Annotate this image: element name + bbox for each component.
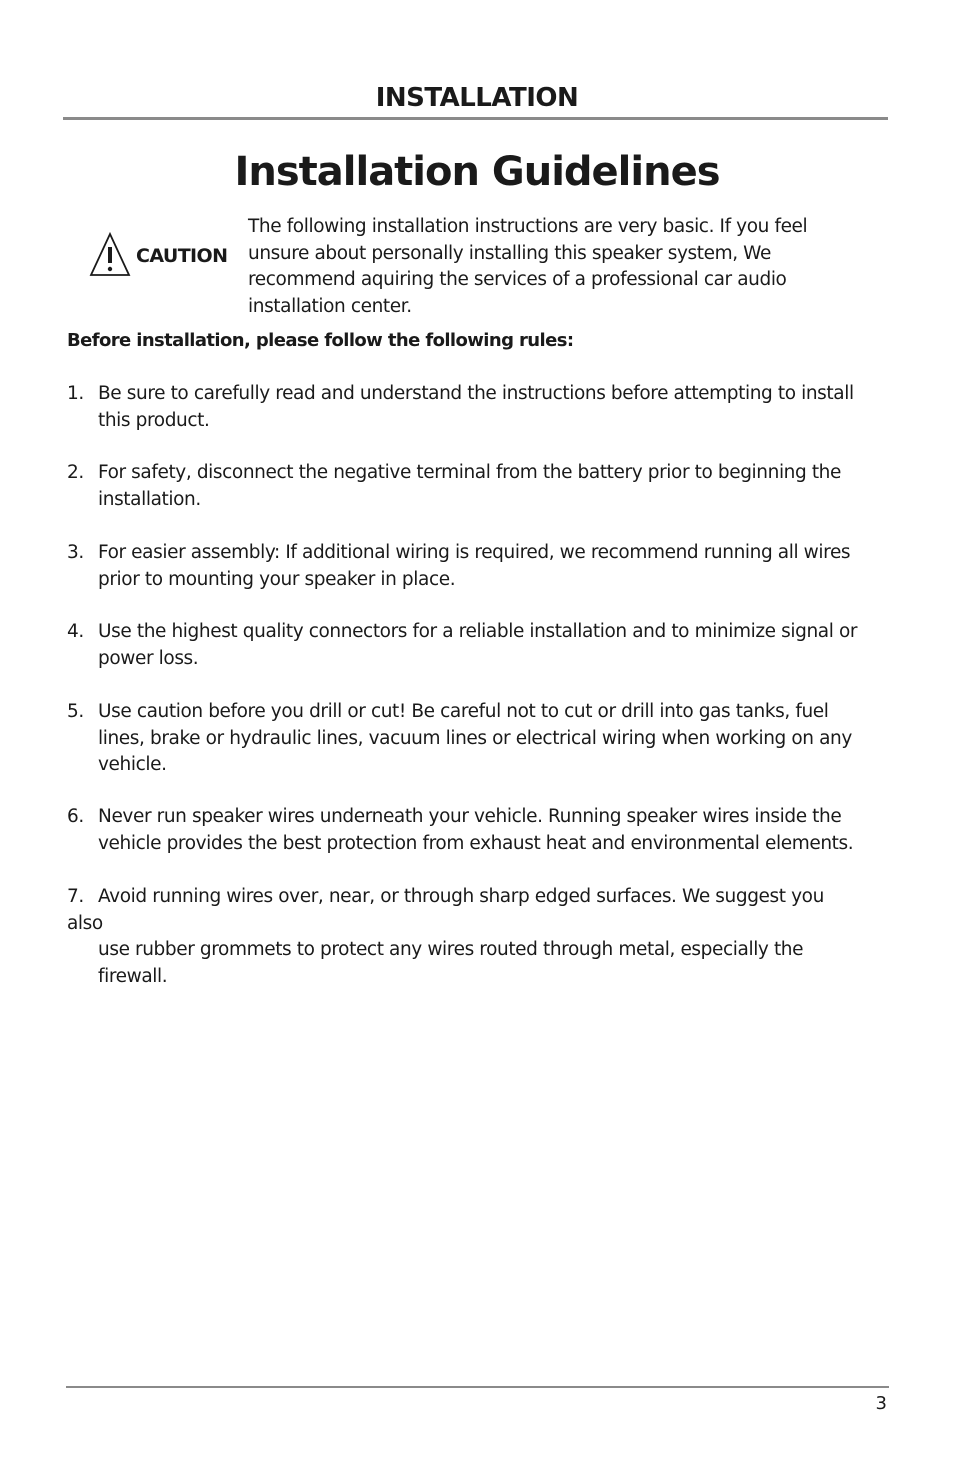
rule-line: prior to mounting your speaker in place. bbox=[98, 568, 456, 590]
rule-line: Use caution before you drill or cut! Be careful not to cut or drill into gas tanks, fuel bbox=[98, 701, 829, 722]
caution-text: CAUTION bbox=[136, 245, 228, 267]
rule-line: use rubber grommets to protect any wires routed through metal, especially the bbox=[98, 939, 804, 960]
rule-number: 4. bbox=[67, 621, 84, 642]
rule-line: this product. bbox=[98, 409, 210, 431]
caution-label bbox=[88, 230, 227, 278]
rule-first-line bbox=[67, 884, 897, 911]
rule-line: vehicle provides the best protection from exhaust heat and environmental elements. bbox=[98, 832, 854, 854]
rule-line: lines, brake or hydraulic lines, vacuum lines or electrical wiring when working on any bbox=[98, 727, 852, 749]
rule-item-2 bbox=[67, 460, 897, 513]
rule-line: Use the highest quality connectors for a reliable installation and to minimize signal or bbox=[98, 621, 858, 642]
rule-number: 1. bbox=[67, 383, 84, 404]
rule-line: firewall. bbox=[98, 965, 168, 987]
footer-divider bbox=[66, 1386, 889, 1388]
rule-item-4 bbox=[67, 619, 897, 672]
caution-line: installation center. bbox=[248, 295, 412, 317]
rule-item-5 bbox=[67, 699, 897, 779]
warning-triangle-icon bbox=[88, 230, 132, 278]
rule-number: 6. bbox=[67, 806, 84, 827]
rule-line: Never run speaker wires underneath your vehicle. Running speaker wires inside the bbox=[98, 806, 842, 827]
page-title: Installation Guidelines bbox=[234, 149, 720, 195]
caution-paragraph bbox=[248, 214, 848, 320]
caution-line: recommend aquiring the services of a professional car audio bbox=[248, 269, 787, 290]
caution-line: unsure about personally installing this speaker system, We bbox=[248, 242, 771, 264]
rule-line: installation. bbox=[98, 488, 201, 510]
rule-number: 5. bbox=[67, 701, 84, 722]
rule-line: For easier assembly: If additional wiring is required, we recommend running all wires bbox=[98, 542, 851, 563]
rule-item-6 bbox=[67, 804, 897, 857]
rule-number: 2. bbox=[67, 462, 84, 483]
page-number: 3 bbox=[875, 1393, 887, 1414]
rule-item-7 bbox=[67, 884, 897, 990]
rule-number: 3. bbox=[67, 542, 84, 563]
rule-line: Avoid running wires over, near, or through sharp edged surfaces. We suggest you bbox=[98, 886, 824, 907]
rule-item-3 bbox=[67, 540, 897, 593]
rule-line: power loss. bbox=[98, 647, 199, 669]
section-header: INSTALLATION bbox=[375, 83, 579, 113]
rule-item-1 bbox=[67, 381, 897, 434]
rule-line: Be sure to carefully read and understand the instructions before attempting to install bbox=[98, 383, 854, 404]
rules-intro: Before installation, please follow the following rules: bbox=[67, 330, 574, 351]
caution-line: The following installation instructions are very basic. If you feel bbox=[248, 216, 808, 237]
rule-line: For safety, disconnect the negative terminal from the battery prior to beginning the bbox=[98, 462, 841, 483]
rule-line: vehicle. bbox=[98, 754, 167, 775]
rule-number: 7. bbox=[67, 886, 84, 907]
header-divider bbox=[63, 117, 888, 120]
rule-wrap-word: also bbox=[67, 912, 103, 934]
